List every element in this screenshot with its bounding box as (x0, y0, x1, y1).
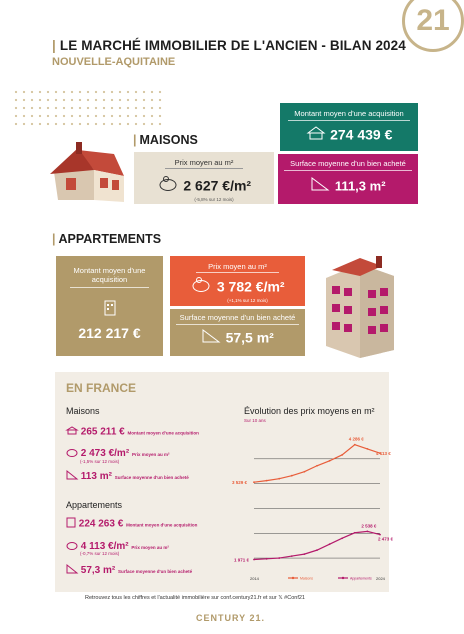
piggy-bank-icon (66, 447, 78, 460)
piggy-bank-icon (66, 540, 78, 553)
appartements-montant-label: Montant moyen d'une acquisition (70, 266, 149, 288)
maisons-heading: | MAISONS (133, 133, 198, 147)
price-evolution-chart (230, 420, 394, 588)
decorative-dots (12, 88, 162, 126)
data-point (367, 530, 369, 532)
data-point (304, 471, 306, 473)
set-square-icon (201, 329, 221, 348)
data-point (379, 534, 381, 536)
data-point (253, 481, 255, 483)
house-icon (306, 126, 326, 145)
france-heading: EN FRANCE (66, 381, 137, 395)
france-maisons-heading: Maisons (66, 406, 100, 416)
maisons-montant-box (280, 103, 418, 151)
data-point (354, 532, 356, 534)
set-square-icon (66, 470, 78, 483)
region-subtitle: NOUVELLE-AQUITAINE (52, 56, 176, 68)
france-appartements-montant: 224 263 € Montant moyen d'une acquisition (66, 517, 197, 531)
data-label: 4 286 € (348, 436, 364, 442)
chart-title: Évolution des prix moyens en m² (244, 406, 375, 416)
legend-dot (292, 577, 294, 579)
data-label: 4 113 € (376, 451, 391, 457)
data-label: 1 971 € (234, 557, 250, 563)
appartements-prix-box (170, 256, 305, 306)
maisons-montant-label: Montant moyen d'une acquisition (288, 109, 410, 121)
france-maisons-prix-evolution: (-1,5% sur 12 mois) (80, 459, 120, 464)
france-appartements-surface: 57,3 m² Surface moyenne d'un bien acheté (66, 564, 192, 577)
brand-wordmark: CENTURY 21. (195, 613, 266, 623)
building-icon (56, 300, 163, 321)
maisons-montant-value: 274 439 € (330, 126, 393, 143)
france-appartements-prix: 4 113 €/m² Prix moyen au m² (66, 540, 169, 553)
data-point (316, 549, 318, 551)
data-point (329, 543, 331, 545)
x-tick-label: 2014 (250, 576, 259, 581)
france-maisons-surface: 113 m² Surface moyenne d'un bien acheté (66, 470, 189, 483)
data-point (316, 465, 318, 467)
appartements-surface-box (170, 309, 305, 356)
series-line-appartements (254, 531, 380, 559)
house-illustration (48, 130, 128, 210)
data-point (266, 558, 268, 560)
appartements-prix-value: 3 782 €/m² (216, 278, 285, 295)
france-appartements-heading: Appartements (66, 500, 123, 510)
maisons-prix-evolution: (-5,8% sur 12 mois) (194, 197, 234, 202)
data-point (329, 460, 331, 462)
appartements-surface-label: Surface moyenne d'un bien acheté (176, 313, 299, 325)
chart-subtitle: Sur 10 ans (244, 418, 266, 423)
france-appartements-prix-evolution: (-0,7% sur 12 mois) (80, 551, 120, 556)
appartements-montant-value: 212 217 € (78, 325, 141, 341)
building-icon (66, 517, 76, 531)
data-point (253, 559, 255, 561)
series-line-maisons (254, 445, 380, 483)
data-label: 2 473 € (378, 536, 394, 542)
data-point (304, 553, 306, 555)
apartment-building-illustration (318, 254, 402, 360)
appartements-prix-label: Prix moyen au m² (196, 262, 279, 273)
data-point (354, 444, 356, 446)
appartements-prix-evolution: (+1,1% sur 12 mois) (227, 298, 268, 303)
data-point (278, 478, 280, 480)
set-square-icon (310, 177, 330, 196)
appartements-heading: | APPARTEMENTS (52, 232, 162, 246)
legend-label: Maisons (300, 576, 314, 581)
france-maisons-montant: 265 211 € Montant moyen d'une acquisition (66, 426, 199, 438)
maisons-surface-box (278, 154, 418, 204)
footer-text: Retrouvez tous les chiffres et l'actualité immobilière sur conf.century21.fr et sur 𝕏 #Conf21 (85, 595, 305, 601)
maisons-prix-label: Prix moyen au m² (165, 158, 244, 169)
house-icon (66, 426, 78, 438)
data-point (341, 537, 343, 539)
maisons-surface-value: 111,3 m² (334, 178, 386, 194)
piggy-bank-icon (190, 277, 212, 298)
data-point (266, 480, 268, 482)
data-point (367, 448, 369, 450)
maisons-prix-box (134, 152, 274, 204)
data-point (341, 454, 343, 456)
data-point (291, 555, 293, 557)
maisons-prix-value: 2 627 €/m² (183, 177, 252, 194)
data-label: 2 538 € (361, 523, 377, 529)
set-square-icon (66, 564, 78, 577)
x-tick-label: 2024 (376, 576, 385, 581)
legend-dot (342, 577, 344, 579)
data-point (291, 475, 293, 477)
data-label: 3 529 € (232, 480, 248, 486)
france-maisons-prix: 2 473 €/m² Prix moyen au m² (66, 447, 169, 460)
piggy-bank-icon (157, 176, 179, 197)
data-point (278, 557, 280, 559)
maisons-surface-label: Surface moyenne d'un bien acheté (284, 159, 412, 171)
legend-label: Appartements (350, 576, 372, 581)
page-title: | LE MARCHÉ IMMOBILIER DE L'ANCIEN - BILAN 2024 (52, 38, 406, 53)
appartements-montant-box (56, 256, 163, 356)
appartements-surface-value: 57,5 m² (225, 329, 274, 346)
century21-logo: 21 (402, 0, 464, 52)
